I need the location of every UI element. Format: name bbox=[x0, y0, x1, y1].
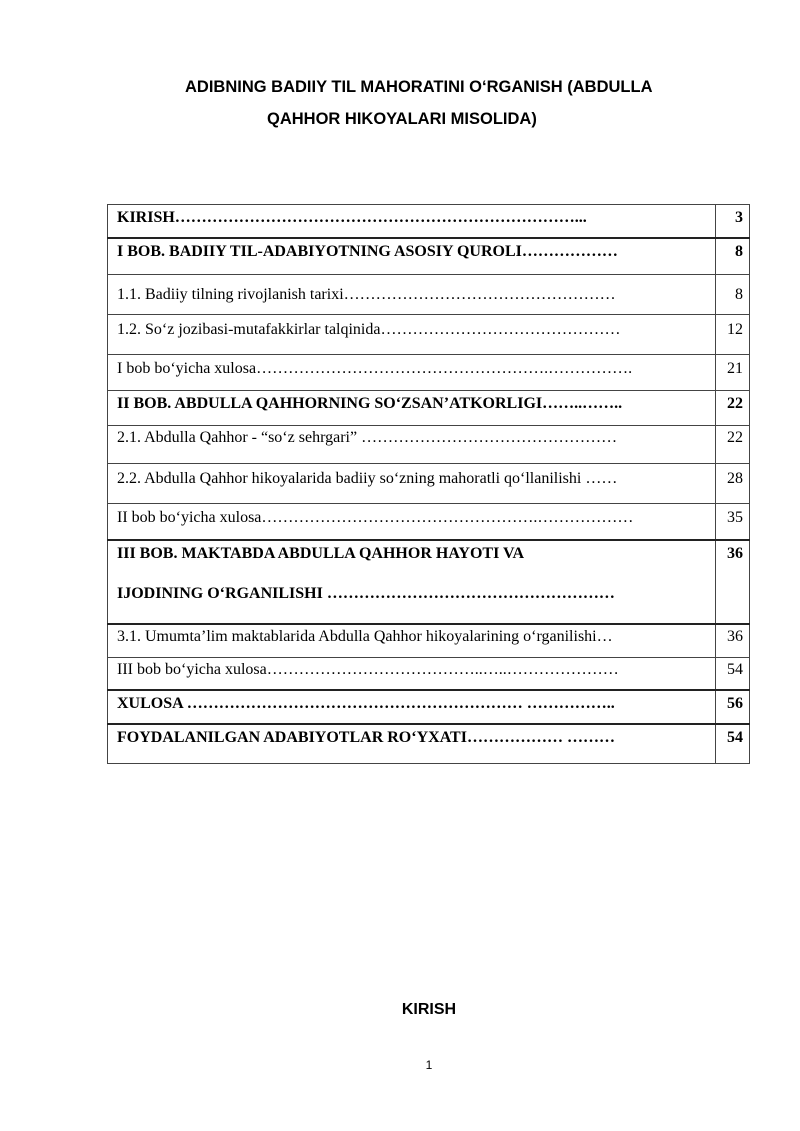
toc-entry-page: 36 bbox=[715, 624, 749, 658]
document-title-line-2: QAHHOR HIKOYALARI MISOLIDA) bbox=[267, 110, 537, 128]
toc-entry-label: III bob bo‘yicha xulosa…………………………………..…..………………… bbox=[108, 658, 716, 691]
toc-entry-label: II BOB. ABDULLA QAHHORNING SO‘ZSAN’ATKORLIGI……..…….. bbox=[108, 391, 716, 426]
toc-row bbox=[108, 658, 750, 691]
table-of-contents bbox=[107, 204, 750, 764]
toc-entry-label: 2.2. Abdulla Qahhor hikoyalarida badiiy so‘zning mahoratli qo‘llanilishi …… bbox=[108, 464, 716, 504]
toc-entry-page: 35 bbox=[715, 504, 749, 541]
toc-entry-label: XULOSA ……………………………………………………… …………….. bbox=[108, 690, 716, 724]
toc-entry-label: 1.2. So‘z jozibasi-mutafakkirlar talqinida……………………………………… bbox=[108, 315, 716, 355]
toc-row bbox=[108, 690, 750, 724]
toc-entry-page: 54 bbox=[715, 658, 749, 691]
toc-entry-page: 21 bbox=[715, 355, 749, 391]
toc-entry-page: 54 bbox=[715, 724, 749, 764]
toc-row bbox=[108, 275, 750, 315]
toc-entry-label: KIRISH…………………………………………………………………... bbox=[108, 205, 716, 239]
toc-row bbox=[108, 724, 750, 764]
toc-entry-page: 22 bbox=[715, 426, 749, 464]
toc-row bbox=[108, 315, 750, 355]
toc-entry-page: 28 bbox=[715, 464, 749, 504]
toc-entry-label: II bob bo‘yicha xulosa…………………………………………….……………… bbox=[108, 504, 716, 541]
page-number: 1 bbox=[425, 1058, 433, 1072]
toc-row bbox=[108, 391, 750, 426]
toc-row bbox=[108, 540, 750, 624]
document-title-line-1: ADIBNING BADIIY TIL MAHORATINI O‘RGANISH (ABDULLA bbox=[185, 78, 653, 96]
toc-entry-label-continuation: IJODINING O‘RGANILISHI ……………………………………………… bbox=[117, 585, 615, 602]
toc-entry-label: 1.1. Badiiy tilning rivojlanish tarixi…………………………………………… bbox=[108, 275, 716, 315]
toc-row bbox=[108, 504, 750, 541]
section-heading: KIRISH bbox=[401, 1001, 457, 1018]
toc-row bbox=[108, 355, 750, 391]
toc-entry-label: 2.1. Abdulla Qahhor - “so‘z sehrgari” ………………………………………… bbox=[108, 426, 716, 464]
toc-entry-page: 36 bbox=[715, 540, 749, 624]
toc-row bbox=[108, 238, 750, 275]
toc-entry-page: 56 bbox=[715, 690, 749, 724]
toc-row bbox=[108, 464, 750, 504]
toc-entry-label: III BOB. MAKTABDA ABDULLA QAHHOR HAYOTI VA IJODINING O‘RGANILISHI ……………………………………………… bbox=[108, 540, 716, 624]
toc-entry-page: 3 bbox=[715, 205, 749, 239]
toc-entry-page: 8 bbox=[715, 238, 749, 275]
toc-entry-label: 3.1. Umumta’lim maktablarida Abdulla Qahhor hikoyalarining o‘rganilishi… bbox=[108, 624, 716, 658]
toc-entry-page: 12 bbox=[715, 315, 749, 355]
toc-entry-page: 8 bbox=[715, 275, 749, 315]
toc-row bbox=[108, 205, 750, 239]
toc-entry-page: 22 bbox=[715, 391, 749, 426]
toc-row bbox=[108, 426, 750, 464]
toc-entry-label: I bob bo‘yicha xulosa……………………………………………….……………. bbox=[108, 355, 716, 391]
toc-entry-label: FOYDALANILGAN ADABIYOTLAR RO‘YXATI……………… ……… bbox=[108, 724, 716, 764]
toc-row bbox=[108, 624, 750, 658]
toc-entry-label: I BOB. BADIIY TIL-ADABIYOTNING ASOSIY QUROLI……………… bbox=[108, 238, 716, 275]
